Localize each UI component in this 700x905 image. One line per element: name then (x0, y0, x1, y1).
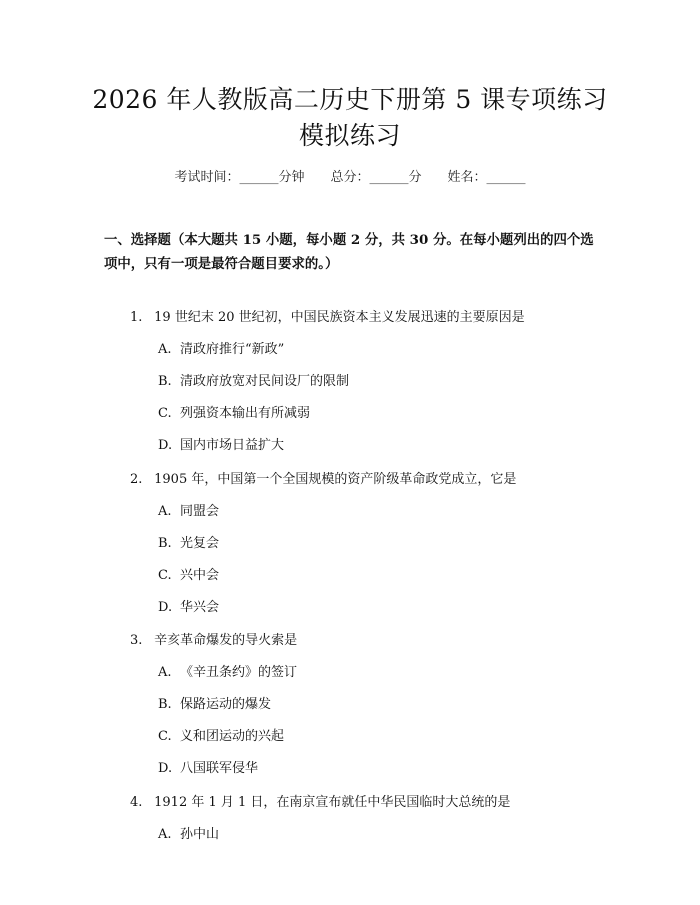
question-1 (130, 308, 525, 328)
question-number: 2. (130, 472, 143, 487)
question-2 (130, 470, 516, 490)
total-score-field: 总分：______分 (330, 170, 422, 185)
question-3-option-d (158, 759, 258, 779)
question-number: 1. (130, 310, 143, 325)
question-2-option-a (158, 502, 219, 522)
exam-info-row (0, 168, 700, 188)
question-2-option-c (158, 566, 219, 586)
question-text: 1905 年，中国第一个全国规模的资产阶级革命政党成立，它是 (154, 472, 517, 487)
option-text: 华兴会 (180, 600, 220, 615)
question-4 (130, 793, 510, 813)
option-label: B. (158, 697, 172, 712)
option-label: B. (158, 536, 172, 551)
option-text: 义和团运动的兴起 (180, 729, 285, 744)
option-label: A. (158, 827, 172, 842)
option-text: 列强资本输出有所减弱 (180, 406, 311, 421)
option-label: C. (158, 729, 172, 744)
section-heading-line-1: 一、选择题（本大题共 15 小题，每小题 2 分，共 30 分。在每小题列出的四个选 (104, 232, 594, 248)
option-text: 国内市场日益扩大 (180, 438, 285, 453)
option-text: 清政府放宽对民间设厂的限制 (180, 374, 350, 389)
exam-title-line-1: 2026 年人教版高二历史下册第 5 课专项练习 (92, 85, 608, 114)
question-text: 辛亥革命爆发的导火索是 (154, 633, 298, 648)
option-text: 同盟会 (180, 504, 220, 519)
question-4-option-a (158, 825, 219, 845)
question-text: 1912 年 1 月 1 日，在南京宣布就任中华民国临时大总统的是 (154, 795, 511, 810)
question-3 (130, 631, 297, 651)
exam-title-line-2: 模拟练习 (298, 121, 401, 150)
student-name-field: 姓名：______ (447, 170, 526, 185)
option-text: 《辛丑条约》的签订 (180, 665, 298, 680)
question-1-option-c (158, 404, 310, 424)
option-label: D. (158, 761, 173, 776)
option-label: B. (158, 374, 172, 389)
option-label: A. (158, 342, 172, 357)
option-label: C. (158, 406, 172, 421)
question-1-option-b (158, 372, 349, 392)
option-text: 清政府推行“新政” (180, 342, 285, 357)
section-heading-line-2: 项中，只有一项是最符合题目要求的。） (104, 256, 339, 272)
option-text: 兴中会 (180, 568, 220, 583)
option-label: A. (158, 504, 172, 519)
option-label: C. (158, 568, 172, 583)
question-number: 4. (130, 795, 143, 810)
option-label: D. (158, 438, 173, 453)
question-1-option-a (158, 340, 284, 360)
question-3-option-a (158, 663, 297, 683)
question-3-option-c (158, 727, 284, 747)
option-label: D. (158, 600, 173, 615)
option-text: 孙中山 (180, 827, 220, 842)
option-text: 保路运动的爆发 (180, 697, 272, 712)
option-text: 八国联军侵华 (180, 761, 259, 776)
question-text: 19 世纪末 20 世纪初，中国民族资本主义发展迅速的主要原因是 (154, 310, 525, 325)
question-2-option-d (158, 598, 219, 618)
option-text: 光复会 (180, 536, 220, 551)
question-1-option-d (158, 436, 284, 456)
question-2-option-b (158, 534, 219, 554)
option-label: A. (158, 665, 172, 680)
question-3-option-b (158, 695, 271, 715)
exam-time-field: 考试时间：______分钟 (174, 170, 305, 185)
question-number: 3. (130, 633, 143, 648)
